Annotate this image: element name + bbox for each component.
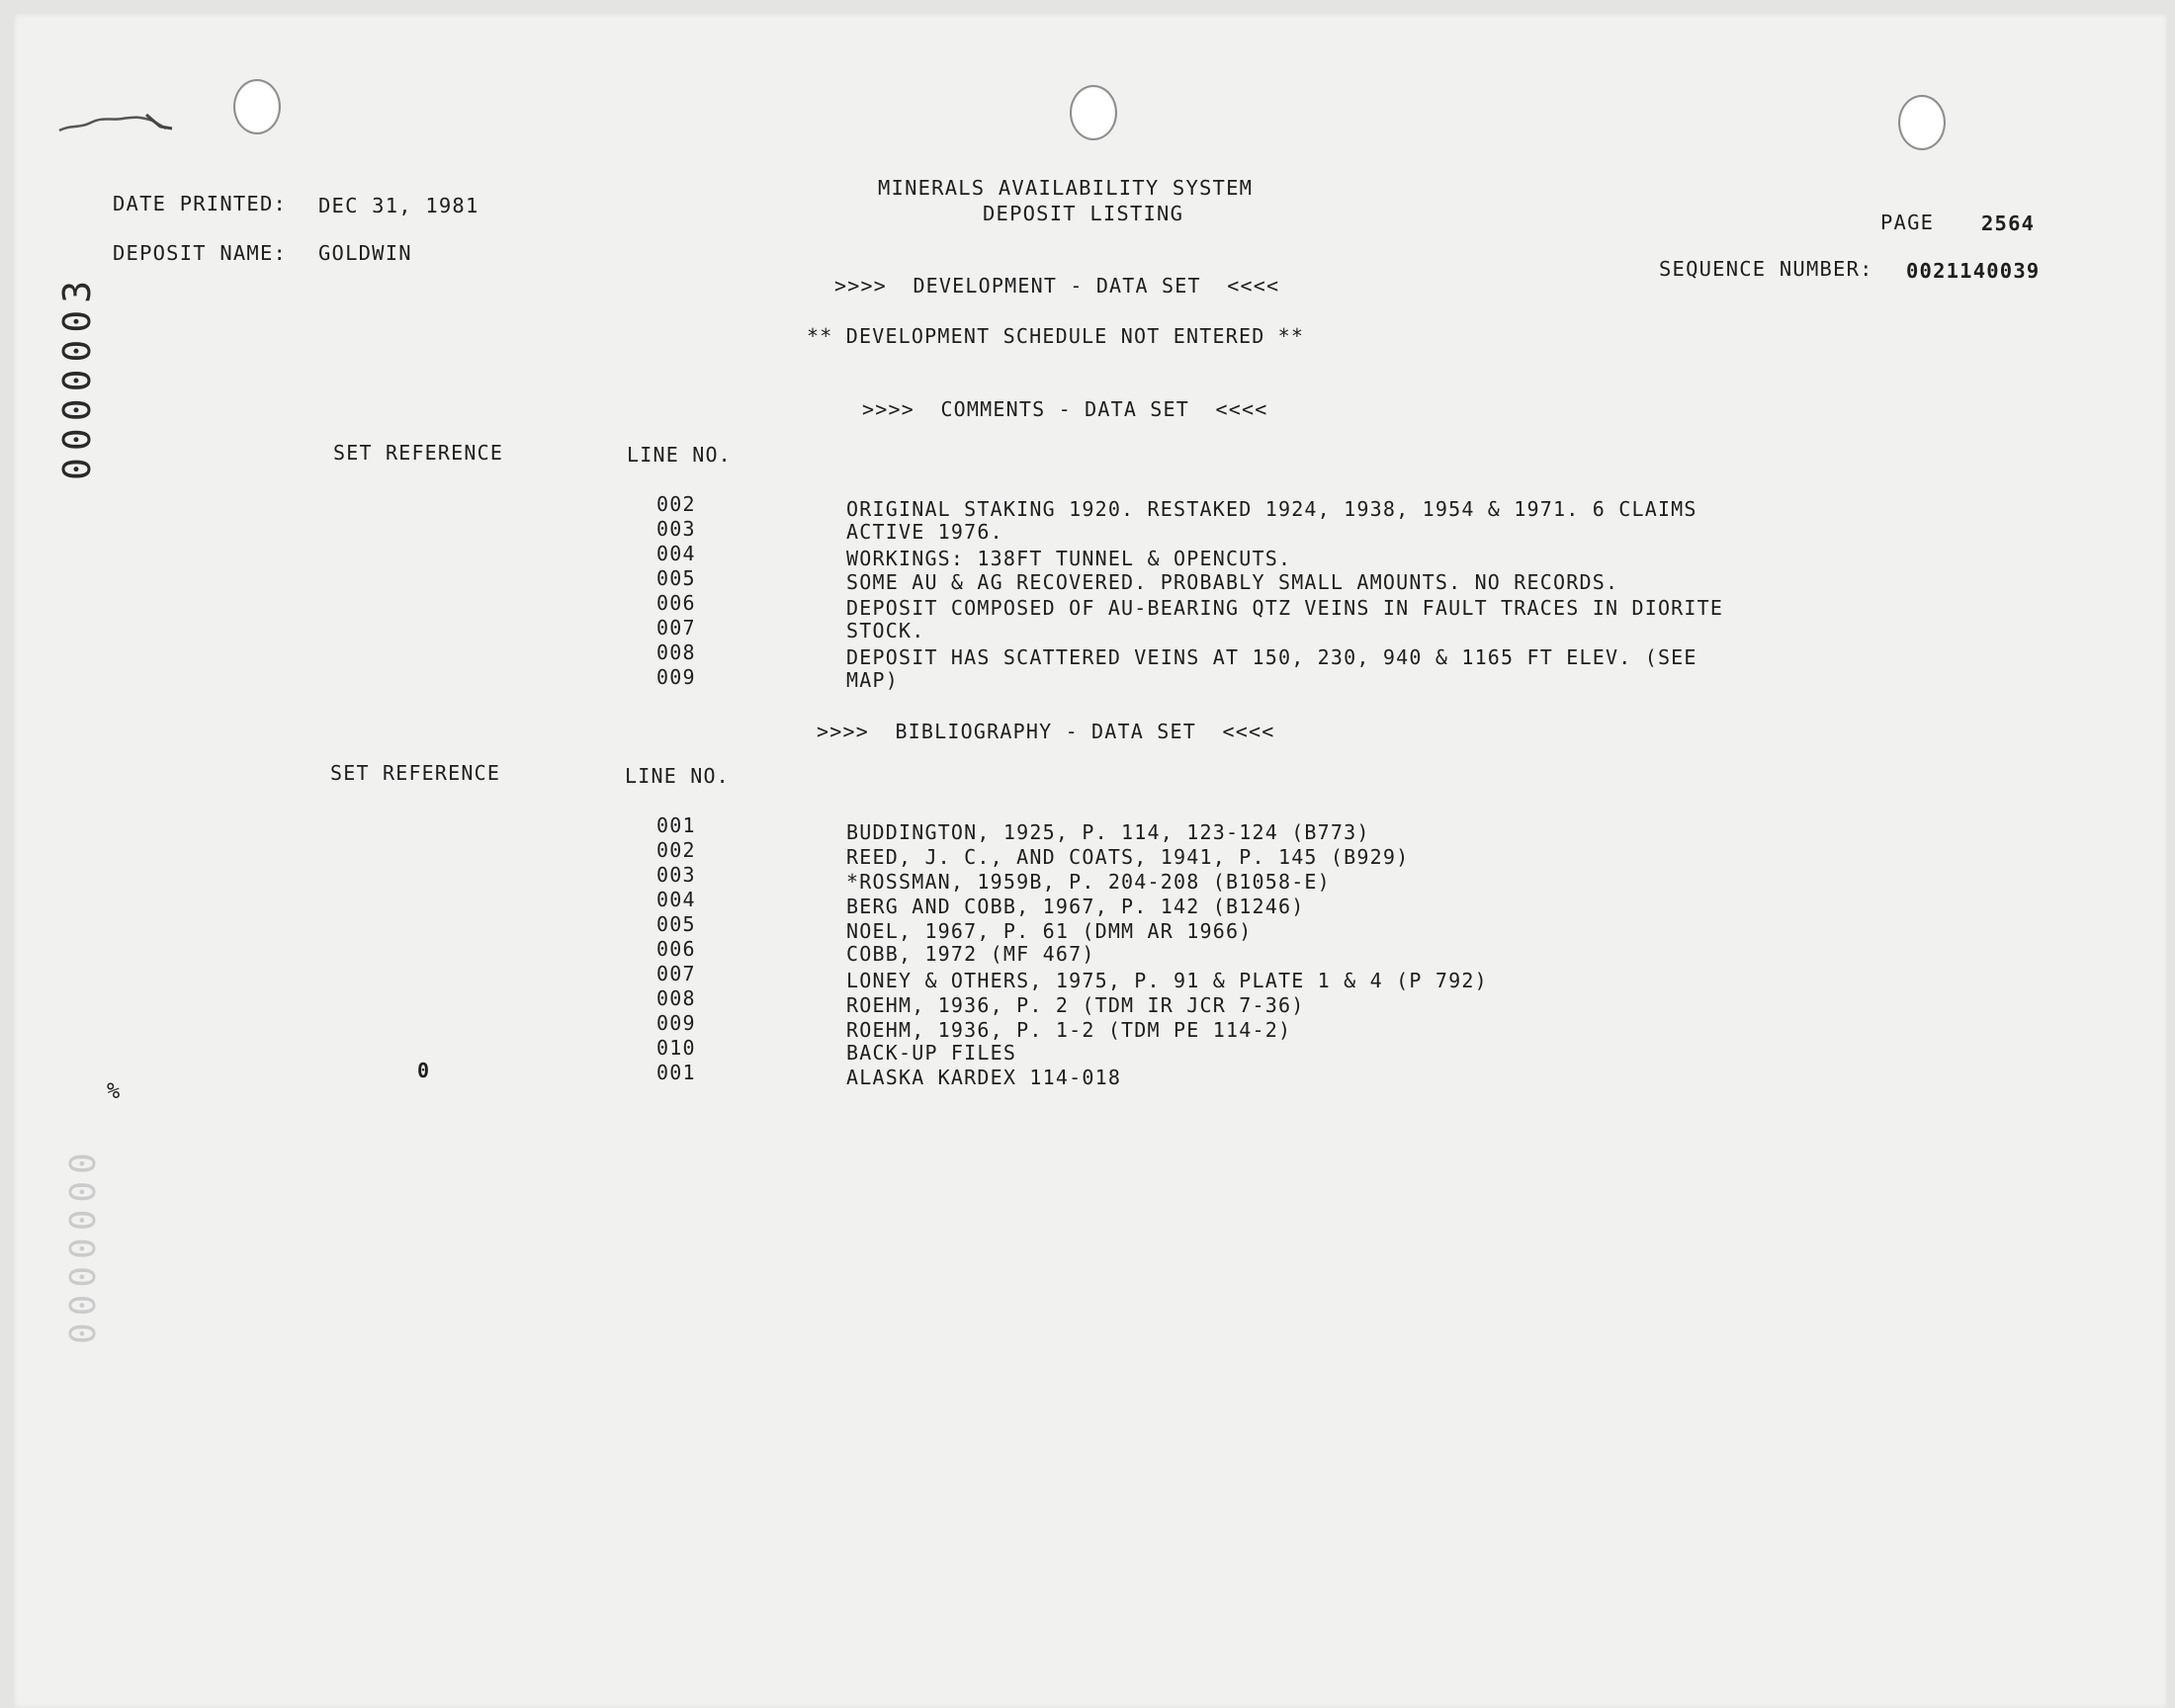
- comment-text: ACTIVE 1976.: [846, 520, 1003, 544]
- listing-title: DEPOSIT LISTING: [983, 202, 1184, 225]
- bibliography-text: *ROSSMAN, 1959B, P. 204-208 (B1058-E): [846, 870, 1331, 894]
- comment-line-no: 009: [656, 665, 696, 689]
- deposit-name-label: DEPOSIT NAME:: [113, 241, 288, 265]
- pencil-scribble-icon: [57, 107, 176, 136]
- comment-text: WORKINGS: 138FT TUNNEL & OPENCUTS.: [846, 547, 1292, 570]
- bibliography-text: COBB, 1972 (MF 467): [846, 942, 1095, 966]
- date-printed-label: DATE PRINTED:: [113, 192, 288, 215]
- system-title: MINERALS AVAILABILITY SYSTEM: [878, 176, 1254, 200]
- comment-line-no: 003: [656, 517, 696, 541]
- bibliography-line-no: 004: [656, 888, 696, 911]
- footer-percent-mark: %: [107, 1079, 122, 1104]
- side-stamp-number-faint: 0000000: [63, 1146, 104, 1344]
- bibliography-line-no: 009: [656, 1011, 696, 1035]
- comment-line-no: 006: [656, 591, 696, 615]
- bibliography-text: ALASKA KARDEX 114-018: [846, 1066, 1122, 1089]
- comment-text: DEPOSIT HAS SCATTERED VEINS AT 150, 230, 940 & 1165 FT ELEV. (SEE: [846, 645, 1697, 669]
- comment-text: STOCK.: [846, 619, 925, 642]
- bibliography-text: REED, J. C., AND COATS, 1941, P. 145 (B929): [846, 845, 1410, 869]
- bibliography-line-no: 010: [656, 1036, 696, 1060]
- development-note: ** DEVELOPMENT SCHEDULE NOT ENTERED **: [807, 324, 1305, 348]
- comments-col-line-no: LINE NO.: [627, 443, 732, 467]
- bibliography-text: BACK-UP FILES: [846, 1041, 1017, 1065]
- sequence-number-value: 0021140039: [1906, 259, 2041, 283]
- bibliography-text: ROEHM, 1936, P. 1-2 (TDM PE 114-2): [846, 1018, 1292, 1042]
- bibliography-line-no: 001: [656, 1061, 696, 1084]
- deposit-name-value: GOLDWIN: [318, 241, 412, 265]
- punch-hole-right: [1898, 95, 1946, 150]
- bibliography-col-line-no: LINE NO.: [625, 764, 730, 788]
- bibliography-line-no: 001: [656, 813, 696, 837]
- comment-line-no: 005: [656, 566, 696, 590]
- bibliography-text: NOEL, 1967, P. 61 (DMM AR 1966): [846, 919, 1253, 943]
- bibliography-text: LONEY & OTHERS, 1975, P. 91 & PLATE 1 & 4 (P 792): [846, 969, 1488, 992]
- bibliography-col-set-reference: SET REFERENCE: [330, 761, 501, 785]
- bibliography-line-no: 003: [656, 863, 696, 887]
- comment-line-no: 007: [656, 616, 696, 640]
- bibliography-text: BUDDINGTON, 1925, P. 114, 123-124 (B773): [846, 820, 1370, 844]
- development-heading: >>>> DEVELOPMENT - DATA SET <<<<: [834, 274, 1280, 298]
- page-number: 2564: [1981, 212, 2036, 235]
- page-label: PAGE: [1880, 211, 1935, 234]
- comment-text: SOME AU & AG RECOVERED. PROBABLY SMALL AMOUNTS. NO RECORDS.: [846, 570, 1619, 594]
- comment-text: MAP): [846, 668, 899, 692]
- sequence-number-label: SEQUENCE NUMBER:: [1659, 257, 1873, 281]
- comments-heading: >>>> COMMENTS - DATA SET <<<<: [862, 397, 1268, 421]
- date-printed-value: DEC 31, 1981: [318, 194, 479, 217]
- punch-hole-left: [233, 79, 281, 134]
- bibliography-line-no: 006: [656, 937, 696, 961]
- bibliography-set-reference: 0: [417, 1059, 431, 1082]
- bibliography-text: ROEHM, 1936, P. 2 (TDM IR JCR 7-36): [846, 993, 1305, 1017]
- comments-col-set-reference: SET REFERENCE: [333, 441, 504, 465]
- side-stamp-number: 0000003: [55, 273, 99, 480]
- comment-line-no: 008: [656, 640, 696, 664]
- comment-line-no: 002: [656, 492, 696, 516]
- bibliography-text: BERG AND COBB, 1967, P. 142 (B1246): [846, 895, 1305, 918]
- bibliography-line-no: 008: [656, 986, 696, 1010]
- comment-text: ORIGINAL STAKING 1920. RESTAKED 1924, 1938, 1954 & 1971. 6 CLAIMS: [846, 497, 1697, 521]
- comment-line-no: 004: [656, 542, 696, 565]
- bibliography-heading: >>>> BIBLIOGRAPHY - DATA SET <<<<: [817, 720, 1275, 743]
- punch-hole-center: [1070, 85, 1117, 140]
- bibliography-line-no: 002: [656, 838, 696, 862]
- comment-text: DEPOSIT COMPOSED OF AU-BEARING QTZ VEINS IN FAULT TRACES IN DIORITE: [846, 596, 1724, 620]
- bibliography-line-no: 007: [656, 962, 696, 985]
- bibliography-line-no: 005: [656, 912, 696, 936]
